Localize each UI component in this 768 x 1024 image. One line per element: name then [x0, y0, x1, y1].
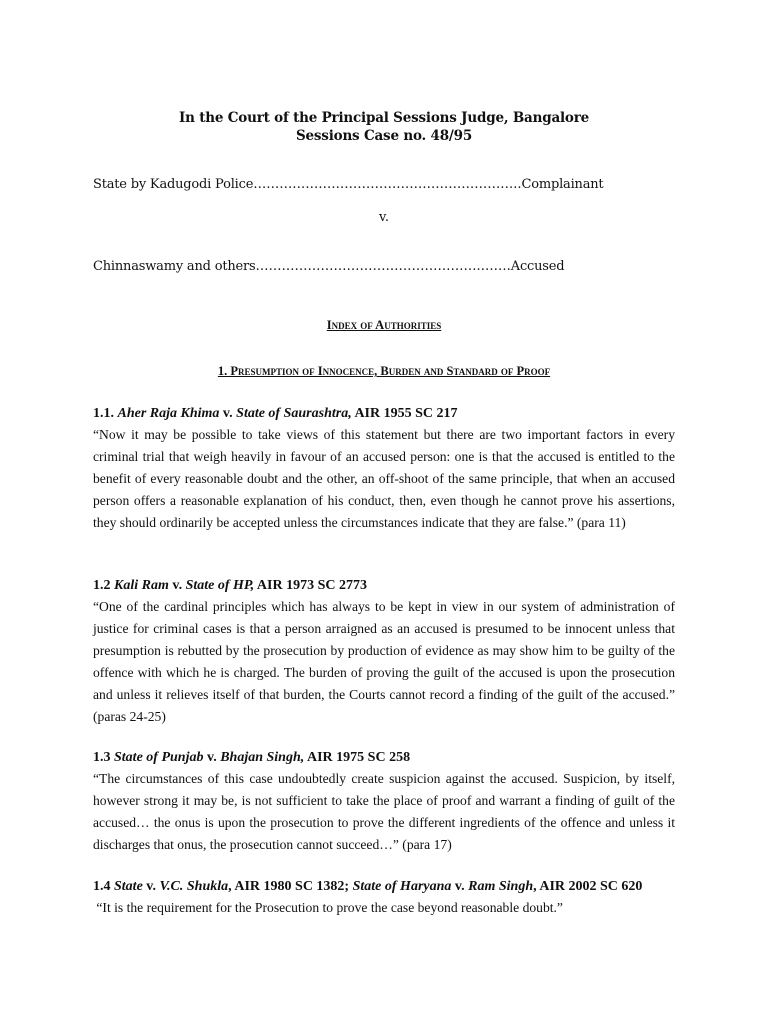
case-citation: AIR 1975 SC 258 [307, 750, 411, 765]
case-party-one: Kali Ram [114, 578, 169, 593]
accused-line [93, 259, 583, 275]
court-heading [0, 109, 768, 145]
case-versus: v. [146, 879, 157, 894]
complainant-role: Complainant [521, 177, 604, 192]
case-party-two: V.C. Shukla [159, 879, 229, 894]
court-line: In the Court of the Principal Sessions Judge, Bangalore [178, 110, 590, 126]
section-title: 1. Presumption of Innocence, Burden and Standard of Proof [217, 364, 551, 378]
case-heading [93, 577, 675, 595]
case-party-three: State of Haryana [352, 879, 452, 894]
case-heading [93, 878, 675, 896]
case-citation: , AIR 1980 SC 1382; [228, 879, 350, 894]
case-quote: “It is the requirement for the Prosecution to prove the case beyond reasonable doubt.” [93, 900, 563, 915]
case-versus-two: v. [454, 879, 465, 894]
case-party-one: State [114, 879, 143, 894]
complainant-dots: …………………………………………………….. [253, 177, 522, 192]
case-party-two: State of Saurashtra, [236, 406, 352, 421]
accused-role: Accused [510, 259, 565, 274]
case-number: 1.3 [93, 750, 111, 765]
case-party-two: State of HP, [185, 578, 255, 593]
complainant-name: State by Kadugodi Police [93, 177, 254, 192]
case-quote: “The circumstances of this case undoubtedly create suspicion against the accused. Suspicion, by itself, however strong it may be, is not sufficient to take the place of proof and warrant a finding of guilt of the accused… the onus is upon the prosecution to prove the different ingredients of the offence and unless it discharges that onus, the prosecution cannot succeed…” (para 17) [93, 771, 675, 852]
case-entry [93, 577, 675, 728]
case-quote: “One of the cardinal principles which has always to be kept in view in our system of administration of justice for criminal cases is that a person arraigned as an accused is presumed to be innocent unless that presumption is rebutted by the prosecution by production of evidence as may show him to be guilty of the offence with which he is charged. The burden of proving the guilt of the accused is upon the prosecution and unless it relieves itself of that burden, the Courts cannot record a finding of the guilt of the accused.” (paras 24-25) [93, 599, 675, 724]
accused-name: Chinnaswamy and others [93, 259, 256, 274]
case-number: 1.2 [93, 578, 111, 593]
case-heading [93, 749, 675, 767]
case-versus: v. [172, 578, 183, 593]
complainant-line [93, 177, 604, 193]
accused-dots: …………………………………………….……. [255, 259, 511, 274]
versus-text: v. [379, 210, 389, 225]
case-citation: AIR 1973 SC 2773 [256, 578, 367, 593]
case-party-two: Bhajan Singh, [220, 750, 305, 765]
case-entry [93, 405, 675, 534]
case-number: 1.1. [93, 406, 114, 421]
index-title: Index of Authorities [326, 318, 442, 332]
case-number-line: Sessions Case no. 48/95 [295, 128, 473, 144]
case-versus: v. [222, 406, 233, 421]
case-citation: AIR 1955 SC 217 [354, 406, 458, 421]
case-entry [93, 749, 675, 856]
case-party-one: State of Punjab [114, 750, 204, 765]
case-party-four: Ram Singh [468, 879, 534, 894]
case-party-one: Aher Raja Khima [117, 406, 220, 421]
case-number: 1.4 [93, 879, 111, 894]
case-citation-two: , AIR 2002 SC 620 [533, 879, 643, 894]
case-quote: “Now it may be possible to take views of this statement but there are two important factors in every criminal trial that weigh heavily in favour of an accused person: one is that the accused is entitled to the benefit of every reasonable doubt and the other, an off-shoot of the same principle, that when an accused person offers a reasonable explanation of his conduct, then, even though he cannot prove his assertions, they should ordinarily be accepted unless the circumstances indicate that they are false.” (para 11) [93, 427, 675, 530]
case-heading [93, 405, 675, 423]
case-versus: v. [206, 750, 217, 765]
case-entry [93, 878, 675, 919]
